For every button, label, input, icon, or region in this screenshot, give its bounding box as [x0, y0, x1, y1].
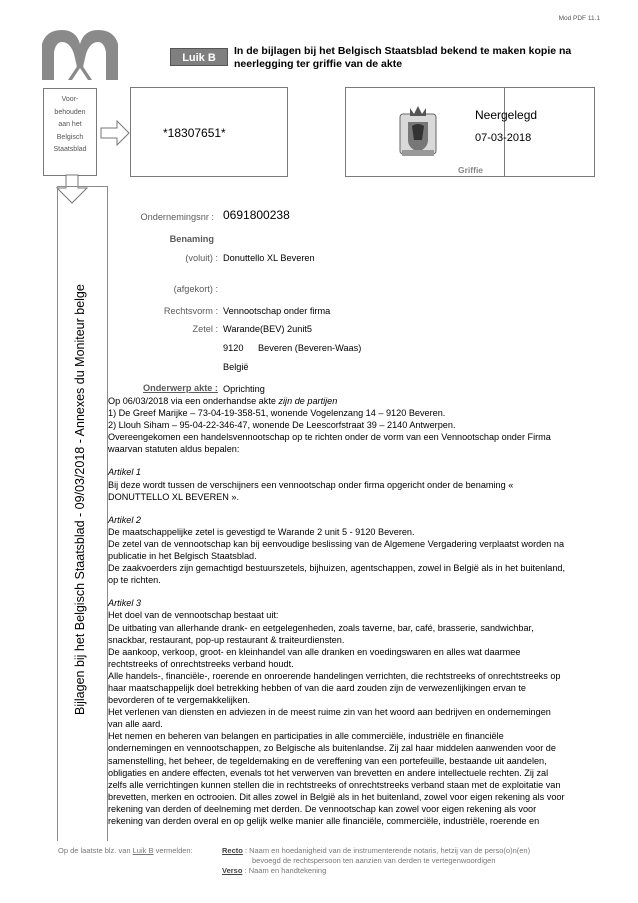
- zetel-country: België: [223, 362, 249, 372]
- body-line-text: op te richten.: [108, 575, 161, 586]
- body-line: [108, 694, 595, 706]
- act-body-text: [108, 395, 595, 827]
- paragraph-gap: [108, 455, 595, 466]
- body-line: [108, 742, 595, 754]
- neergelegd-date: 07-03-2018: [475, 132, 532, 144]
- barcode-number: *18307651*: [163, 126, 226, 140]
- afgekort-label: (afgekort) :: [173, 284, 218, 294]
- voluit-value: Donuttello XL Beveren: [223, 253, 315, 263]
- body-line: [108, 718, 595, 730]
- body-line: [108, 514, 595, 526]
- onderwerp-value: Oprichting: [223, 384, 265, 394]
- article-heading: Artikel 1: [108, 467, 141, 478]
- ondernemingsnr-value: 0691800238: [223, 208, 290, 222]
- body-line: [108, 491, 595, 503]
- body-line-text: De zaakvoerders zijn gemachtigd bestuurszetels, bijhuizen, agentschappen, zowel in België als in het buitenland,: [108, 563, 566, 574]
- arrow-right-icon: [100, 120, 130, 146]
- body-line: [108, 562, 595, 574]
- body-line: [108, 431, 595, 443]
- neergelegd-outer-frame: [345, 87, 595, 177]
- moniteur-logo: [40, 26, 120, 82]
- body-line-text: rekening van derden overal en op gelijk welke manier alle financiële, commerciële, industriële, roerende en: [108, 816, 540, 826]
- onderwerp-label: Onderwerp akte :: [142, 383, 218, 393]
- body-line: [108, 730, 595, 742]
- zetel-postcode: 9120: [223, 343, 244, 353]
- body-line-text: rechtstreeks of onrechtstreeks verband houdt.: [108, 658, 294, 669]
- body-line-text: zelfs alle verrichtingen kunnen stellen die in rechtstreeks of onrechtstreeks verband staan met de exploitatie van: [108, 779, 561, 790]
- header-title: In de bijlagen bij het Belgisch Staatsblad bekend te maken kopie na neerlegging ter griffie van de akte: [234, 45, 572, 70]
- vertical-publication-text: Bijlagen bij het Belgisch Staatsblad - 09/03/2018 - Annexes du Moniteur belge: [73, 284, 87, 715]
- body-line: [108, 682, 595, 694]
- body-line-text: snackbar, restaurant, pop-up restaurant & traiteurdiensten.: [108, 634, 345, 645]
- voorbehouden-line: aan het: [58, 121, 82, 128]
- body-line: [108, 609, 595, 621]
- body-line-text: De zetel van de vennootschap kan bij eenvoudige beslissing van de Algemene Vergadering verplaatst worden na: [108, 538, 565, 549]
- zetel-city: Beveren (Beveren-Waas): [258, 343, 362, 353]
- body-line-text: haar maatschappelijk doel betrekking hebben of van die aard zouden zijn de verwezenlijkingen ervan te: [108, 682, 526, 693]
- body-line-text: De maatschappelijke zetel is gevestigd te Warande 2 unit 5 - 9120 Beveren.: [108, 526, 415, 537]
- body-line: [108, 622, 595, 634]
- body-line: [108, 395, 595, 407]
- body-line-italic: zijn de partijen: [278, 396, 338, 406]
- body-line: [108, 815, 595, 827]
- voluit-label: (voluit) :: [185, 253, 218, 263]
- body-line: [108, 407, 595, 419]
- mod-pdf-label: Mod PDF 11.1: [558, 15, 600, 22]
- voorbehouden-box: [43, 88, 97, 176]
- body-line: [108, 538, 595, 550]
- body-line: [108, 550, 595, 562]
- verso-text: : Naam en handtekening: [242, 866, 327, 875]
- body-line-text: Op 06/03/2018 via een onderhandse akte: [108, 396, 279, 406]
- body-line: [108, 767, 595, 779]
- article-heading: Artikel 2: [108, 514, 141, 525]
- ondernemingsnr-label: Ondernemingsnr :: [140, 212, 214, 222]
- footer-left: [58, 846, 193, 855]
- benaming-label: Benaming: [169, 234, 214, 244]
- recto-text1: : Naam en hoedanigheid van de instrumenterende notaris, hetzij van de perso(o)n(en): [242, 846, 531, 855]
- body-line: [108, 779, 595, 791]
- verso-label: Verso: [222, 866, 243, 875]
- body-line-text: Bij deze wordt tussen de verschijners een vennootschap onder firma opgericht onder de benaming «: [108, 479, 514, 490]
- body-line-text: samenstelling, het beheer, de tegeldemaking en de vereffening van een portefeuille, bestaande uit aandelen,: [108, 755, 547, 766]
- body-line: [108, 419, 595, 431]
- body-line: [108, 443, 595, 455]
- body-line-text: Het verlenen van diensten en adviezen in de meest ruime zin van het woord aan bedrijven en ondernemingen: [108, 707, 551, 718]
- neergelegd-label: Neergelegd: [475, 108, 538, 122]
- article-heading: Artikel 3: [108, 598, 141, 609]
- body-line: [108, 526, 595, 538]
- body-line-text: waarvan statuten aldus bepalen:: [108, 444, 240, 455]
- body-line-text: obligaties en andere effecten, evenals tot het verwerven van brevetten en andere intellectuele rechten. Zij zal: [108, 767, 549, 778]
- body-line: [108, 791, 595, 803]
- body-line-text: ondernemingen en vennootschappen, zo Belgische als buitenlandse. Zij zal haar middelen aanwenden voor de: [108, 743, 556, 754]
- footer-left-post: vermelden:: [153, 846, 193, 855]
- footer-left-pre: Op de laatste blz. van: [58, 846, 133, 855]
- body-line-text: DONUTTELLO XL BEVEREN ».: [108, 491, 239, 502]
- voorbehouden-line: Staatsblad: [53, 146, 87, 153]
- body-line: [108, 574, 595, 586]
- body-line-text: Alle handels-, financiële-, roerende en onroerende handelingen verrichten, die rechtstreeks of onrechtstreeks op: [108, 670, 561, 681]
- body-line-text: rekening van derden of deelneming met derden. De vennootschap kan zowel voor eigen rekening als voor: [108, 803, 537, 814]
- body-line: [108, 706, 595, 718]
- body-line: [108, 670, 595, 682]
- voorbehouden-line: Belgisch: [56, 133, 84, 141]
- body-line-text: Het doel van de vennootschap bestaat uit:: [108, 610, 279, 621]
- voorbehouden-line: Voor-: [61, 96, 79, 103]
- recto-label: Recto: [222, 846, 243, 855]
- body-line-text: De uitbating van allerhande drank- en eetgelegenheden, zoals taverne, bar, café, brasserie, sandwichbar,: [108, 622, 534, 633]
- belgian-coat-of-arms-icon: [394, 104, 442, 160]
- body-line-text: Overeengekomen een handelsvennootschap op te richten onder de vorm van een Vennootschap onder Firma: [108, 432, 551, 443]
- paragraph-gap: [108, 586, 595, 597]
- body-line-text: 2) Llouh Siham – 95-04-22-346-47, wonende De Leescorfstraat 39 – 2140 Antwerpen.: [108, 420, 456, 431]
- body-line-text: 1) De Greef Marijke – 73-04-19-358-51, wonende Vogelenzang 14 – 9120 Beveren.: [108, 408, 446, 419]
- luik-badge: Luik B: [170, 48, 228, 66]
- body-line: [108, 646, 595, 658]
- body-line: [108, 479, 595, 491]
- body-line-text: bevorderen of te vergemakkelijken.: [108, 695, 251, 706]
- zetel-label: Zetel :: [192, 324, 218, 334]
- recto-text2: bevoegd de rechtspersoon ten aanzien van derden te vertegenwoordigen: [252, 856, 496, 865]
- body-line: [108, 466, 595, 478]
- body-line-text: Het nemen en beheren van belangen en participaties in alle commerciële, industriële en financiële: [108, 731, 504, 742]
- voorbehouden-line: behouden: [54, 108, 86, 116]
- rechtsvorm-label: Rechtsvorm :: [163, 306, 218, 316]
- body-line-text: publicatie in het Belgisch Staatsblad.: [108, 551, 257, 562]
- body-line: [108, 658, 595, 670]
- body-line: [108, 755, 595, 767]
- body-line: [108, 597, 595, 609]
- zetel-line1: Warande(BEV) 2unit5: [223, 324, 313, 334]
- footer-left-link: Luik B: [132, 846, 154, 855]
- paragraph-gap: [108, 503, 595, 514]
- rechtsvorm-value: Vennootschap onder firma: [223, 306, 331, 316]
- footer-recto-verso: [222, 846, 530, 876]
- body-line: [108, 803, 595, 815]
- body-line-text: De aankoop, verkoop, groot- en kleinhandel van alle dranken en voedingswaren en alles wat daarmee: [108, 646, 521, 657]
- body-line-text: van alle aard.: [108, 719, 163, 730]
- body-line: [108, 634, 595, 646]
- body-line-text: brevetten, merken en octrooien. Dit alles zowel in België als in het buitenland, zowel voor eigen rekening als voor: [108, 791, 565, 802]
- griffie-label: Griffie: [458, 165, 484, 175]
